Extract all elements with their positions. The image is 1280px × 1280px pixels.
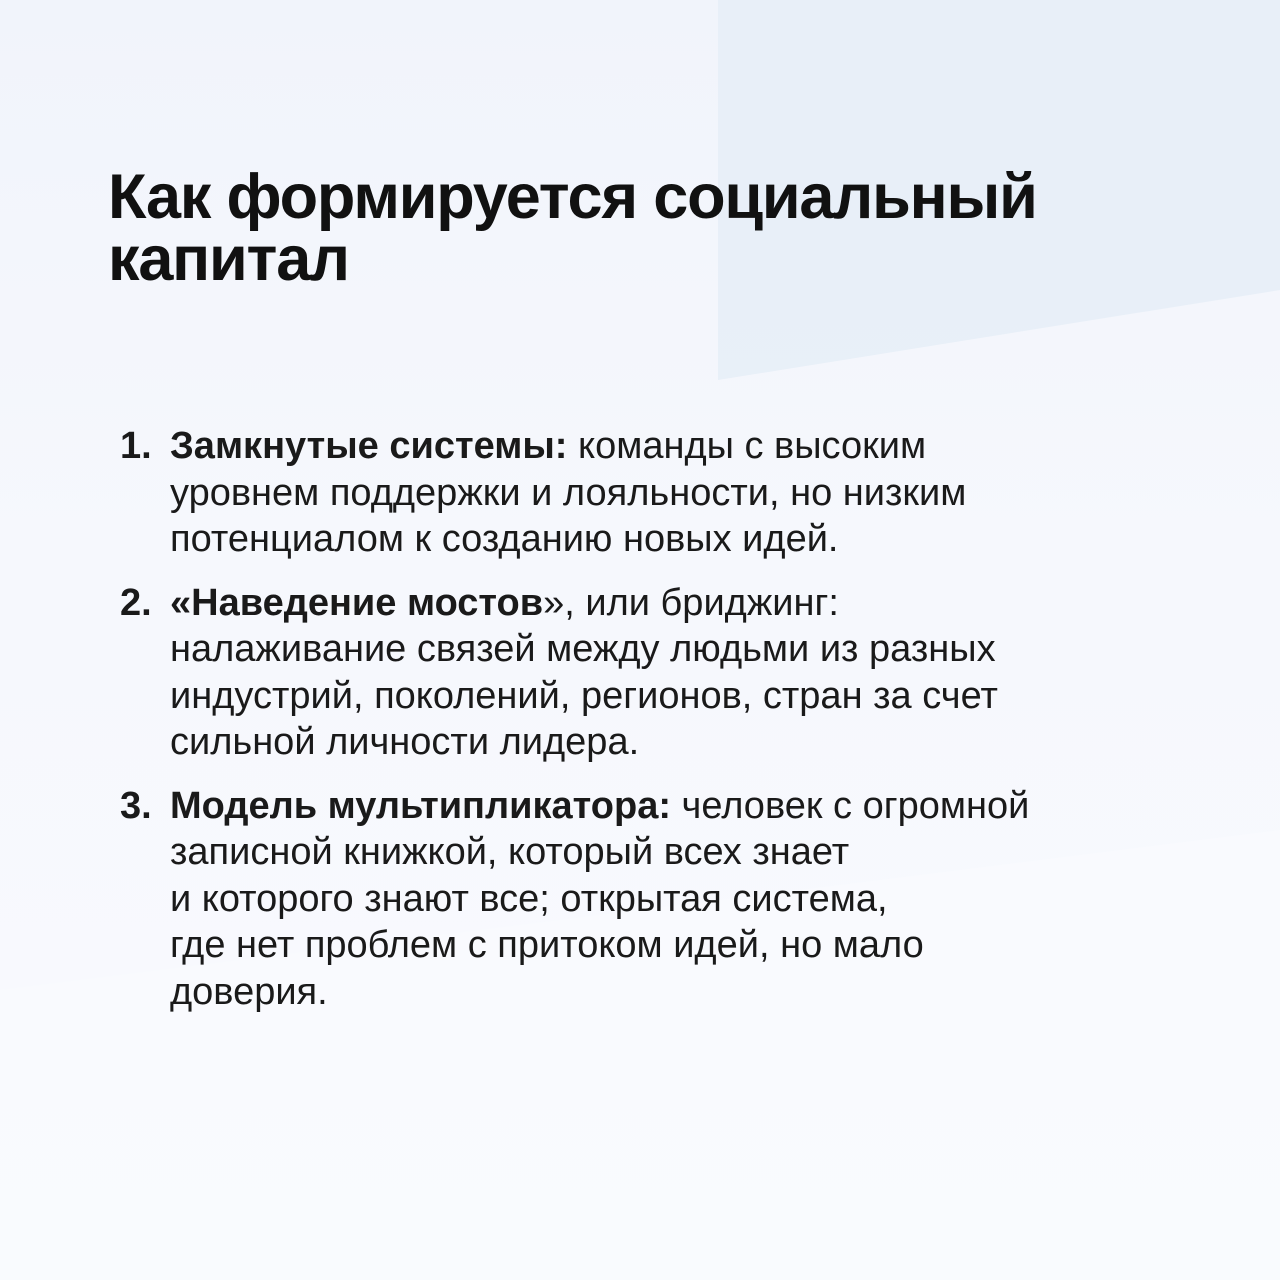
item-number: 2. xyxy=(120,581,152,624)
item-line xyxy=(170,580,1140,627)
list-item xyxy=(120,423,1140,563)
list-item xyxy=(120,580,1140,766)
item-line: и которого знают все; открытая система, xyxy=(170,877,888,920)
item-line: налаживание связей между людьми из разных xyxy=(170,628,996,670)
item-heading: Модель мультипликатора: xyxy=(170,784,671,827)
item-text: команды с высоким xyxy=(567,425,927,467)
item-line: потенциалом к созданию новых идей. xyxy=(170,518,839,560)
title-line-1: Как формируется социальный xyxy=(108,162,1037,232)
item-number: 3. xyxy=(120,784,152,827)
item-line xyxy=(170,783,1140,830)
item-line xyxy=(170,423,1140,470)
item-line: индустрий, поколений, регионов, стран за счет xyxy=(170,674,998,717)
list-item xyxy=(120,783,1140,1016)
item-heading: Замкнутые системы: xyxy=(170,425,568,467)
item-line: уровнем поддержки и лояльности, но низким xyxy=(170,471,967,514)
numbered-list xyxy=(120,423,1140,1032)
item-line: сильной личности лидера. xyxy=(170,721,640,763)
item-text: человек с огромной xyxy=(670,784,1030,827)
item-number: 1. xyxy=(120,425,152,467)
item-text: », или бриджинг: xyxy=(543,581,839,624)
title-line-2: капитал xyxy=(108,224,349,294)
item-line: где нет проблем с притоком идей, но мало xyxy=(170,924,924,966)
item-line: записной книжкой, который всех знает xyxy=(170,831,850,873)
page-title xyxy=(108,162,1108,294)
item-heading: «Наведение мостов xyxy=(170,581,544,624)
item-line: доверия. xyxy=(170,970,328,1013)
